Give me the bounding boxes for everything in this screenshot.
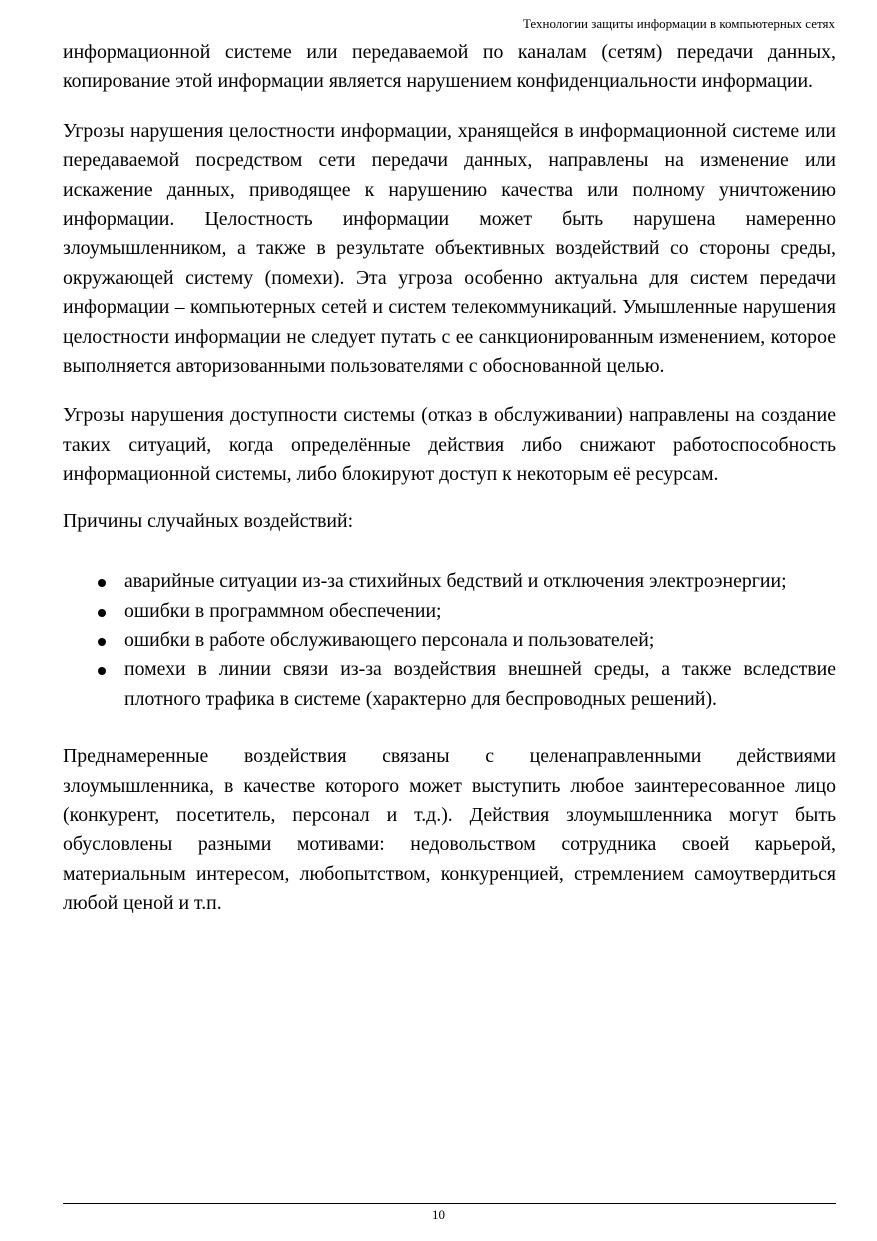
random-causes-list xyxy=(63,567,836,714)
list-item-text: ошибки в программном обеспечении; xyxy=(124,599,442,622)
paragraph-confidentiality-end: информационной системе или передаваемой по каналам (сетям) передачи данных, копирование этой информации является нарушением конфиденциальности информации. xyxy=(63,41,836,93)
bullet-icon xyxy=(98,579,106,587)
paragraph-random-causes-heading: Причины случайных воздействий: xyxy=(63,509,354,532)
running-header: Технологии защиты информации в компьютерных сетях xyxy=(522,16,835,31)
bullet-icon xyxy=(98,638,106,646)
paragraph-integrity-threats: Угрозы нарушения целостности информации, хранящейся в информационной системе или передаваемой посредством сети передачи данных, направлены на изменение или искажение данных, приводящее к нарушению качества или полному уничтожению информации. Целостность информации может быть нарушена намеренно злоумышленником, а также в результате объективных воздействий со стороны среды, окружающей систему (помехи). Эта угроза особенно актуальна для систем передачи информации – компьютерных сетей и систем телекоммуникаций. Умышленные нарушения целостности информации не следует путать с ее санкционированным изменением, которое выполняется авторизованными пользователями с обоснованной целью. xyxy=(63,119,836,378)
list-item xyxy=(63,626,836,655)
bullet-icon xyxy=(98,609,106,617)
list-item-text: помехи в линии связи из-за воздействия внешней среды, а также вследствие плотного трафика в системе (характерно для беспроводных решений). xyxy=(124,658,836,710)
list-item xyxy=(63,597,836,626)
list-item xyxy=(63,655,836,714)
page-body xyxy=(63,38,836,919)
paragraph-availability-threats: Угрозы нарушения доступности системы (отказ в обслуживании) направлены на создание таких ситуаций, когда определённые действия либо снижают работоспособность информационной системы, либо блокируют доступ к некоторым её ресурсам. xyxy=(63,404,836,486)
page-number: 10 xyxy=(432,1207,445,1222)
paragraph-intentional-actions: Преднамеренные воздействия связаны с целенаправленными действиями злоумышленника, в качестве которого может выступить любое заинтересованное лицо (конкурент, посетитель, персонал и т.д.). Действия злоумышленника могут быть обусловлены разными мотивами: недовольством сотрудника своей карьерой, материальным интересом, любопытством, конкуренцией, стремлением самоутвердиться любой ценой и т.п. xyxy=(63,745,836,915)
list-item xyxy=(63,567,836,596)
bullet-icon xyxy=(98,667,106,675)
list-item-text: ошибки в работе обслуживающего персонала и пользователей; xyxy=(124,628,655,651)
list-item-text: аварийные ситуации из-за стихийных бедствий и отключения электроэнергии; xyxy=(124,570,787,593)
footer-divider xyxy=(63,1203,836,1204)
